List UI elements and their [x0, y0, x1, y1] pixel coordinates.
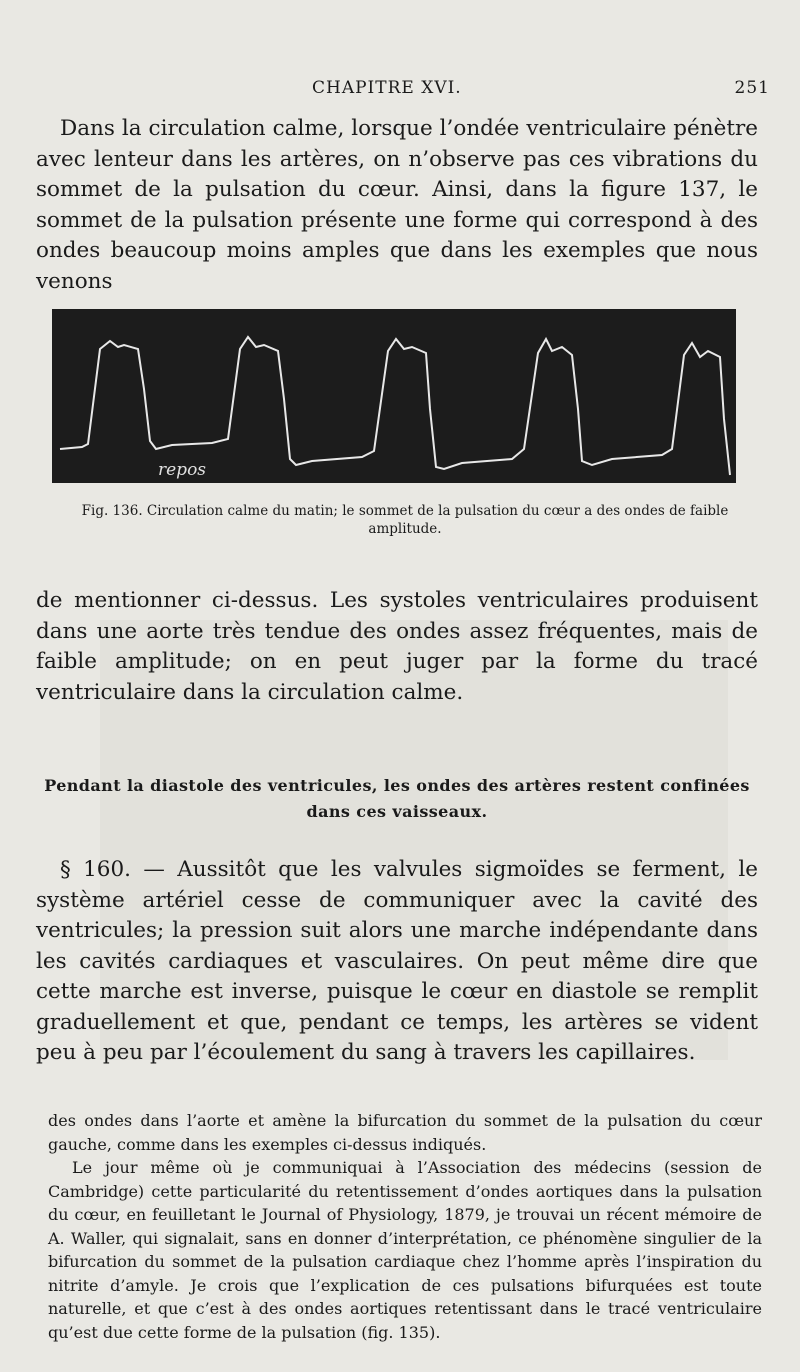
running-head: [0, 78, 800, 102]
pulse-trace-line: [60, 337, 730, 475]
paragraph-1: Dans la circulation calme, lorsque l’ondée ventriculaire pénètre avec lenteur dans les artères, on n’observe pas ces vibrations du sommet de la pulsation du cœur. Ainsi, dans la figure 137, le sommet de la pulsation présente une forme qui correspond à des ondes beaucoup moins amples que dans les exemples que nous venons: [36, 116, 758, 294]
paragraph-2: de mentionner ci-dessus. Les systoles ventriculaires produisent dans une aorte très tendue des ondes assez fréquentes, mais de faible amplitude; on en peut juger par la forme du tracé ventriculaire dans la circulation calme.: [36, 588, 758, 705]
paragraph-3: § 160. — Aussitôt que les valvules sigmoïdes se ferment, le système artériel cesse de communiquer avec la cavité des ventricules; la pression suit alors une marche indépendante dans les cavités cardiaques et vasculaires. On peut même dire que cette marche est inverse, puisque le cœur en diastole se remplit graduellement et que, pendant ce temps, les artères se vident peu à peu par l’écoulement du sang à travers les capillaires.: [36, 857, 758, 1065]
pulse-trace-svg: [52, 309, 736, 483]
trace-label-repos: repos: [158, 460, 207, 480]
footnote-paragraph-2: Le jour même où je communiquai à l’Association des médecins (session de Cambridge) cette particularité du retentissement d’ondes aortiques dans la pulsation du cœur, en feuilletant le Journal of Physiology, 1879, je trouvai un récent mémoire de A. Waller, qui signalait, sans en donner d’interprétation, ce phénomène singulier de la bifurcation du sommet de la pulsation cardiaque chez l’homme après l’inspiration du nitrite d’amyle. Je crois que l’explication de ces pulsations bifurquées est toute naturelle, et que c’est à des ondes aortiques retentissant dans le tracé ventriculaire qu’est due cette forme de la pulsation (fig. 135).: [48, 1158, 762, 1342]
figure-136-trace: [52, 309, 736, 483]
footnote-paragraph-1: des ondes dans l’aorte et amène la bifurcation du sommet de la pulsation du cœur gauche, comme dans les exemples ci-dessus indiqués.: [48, 1111, 762, 1154]
figure-caption: Fig. 136. Circulation calme du matin; le sommet de la pulsation du cœur a des ondes de faible amplitude.: [81, 503, 729, 537]
page-number: 251: [734, 78, 770, 98]
section-heading: Pendant la diastole des ventricules, les ondes des artères restent confinées dans ces vaisseaux.: [44, 776, 750, 821]
chapter-title: CHAPITRE XVI.: [312, 78, 462, 98]
